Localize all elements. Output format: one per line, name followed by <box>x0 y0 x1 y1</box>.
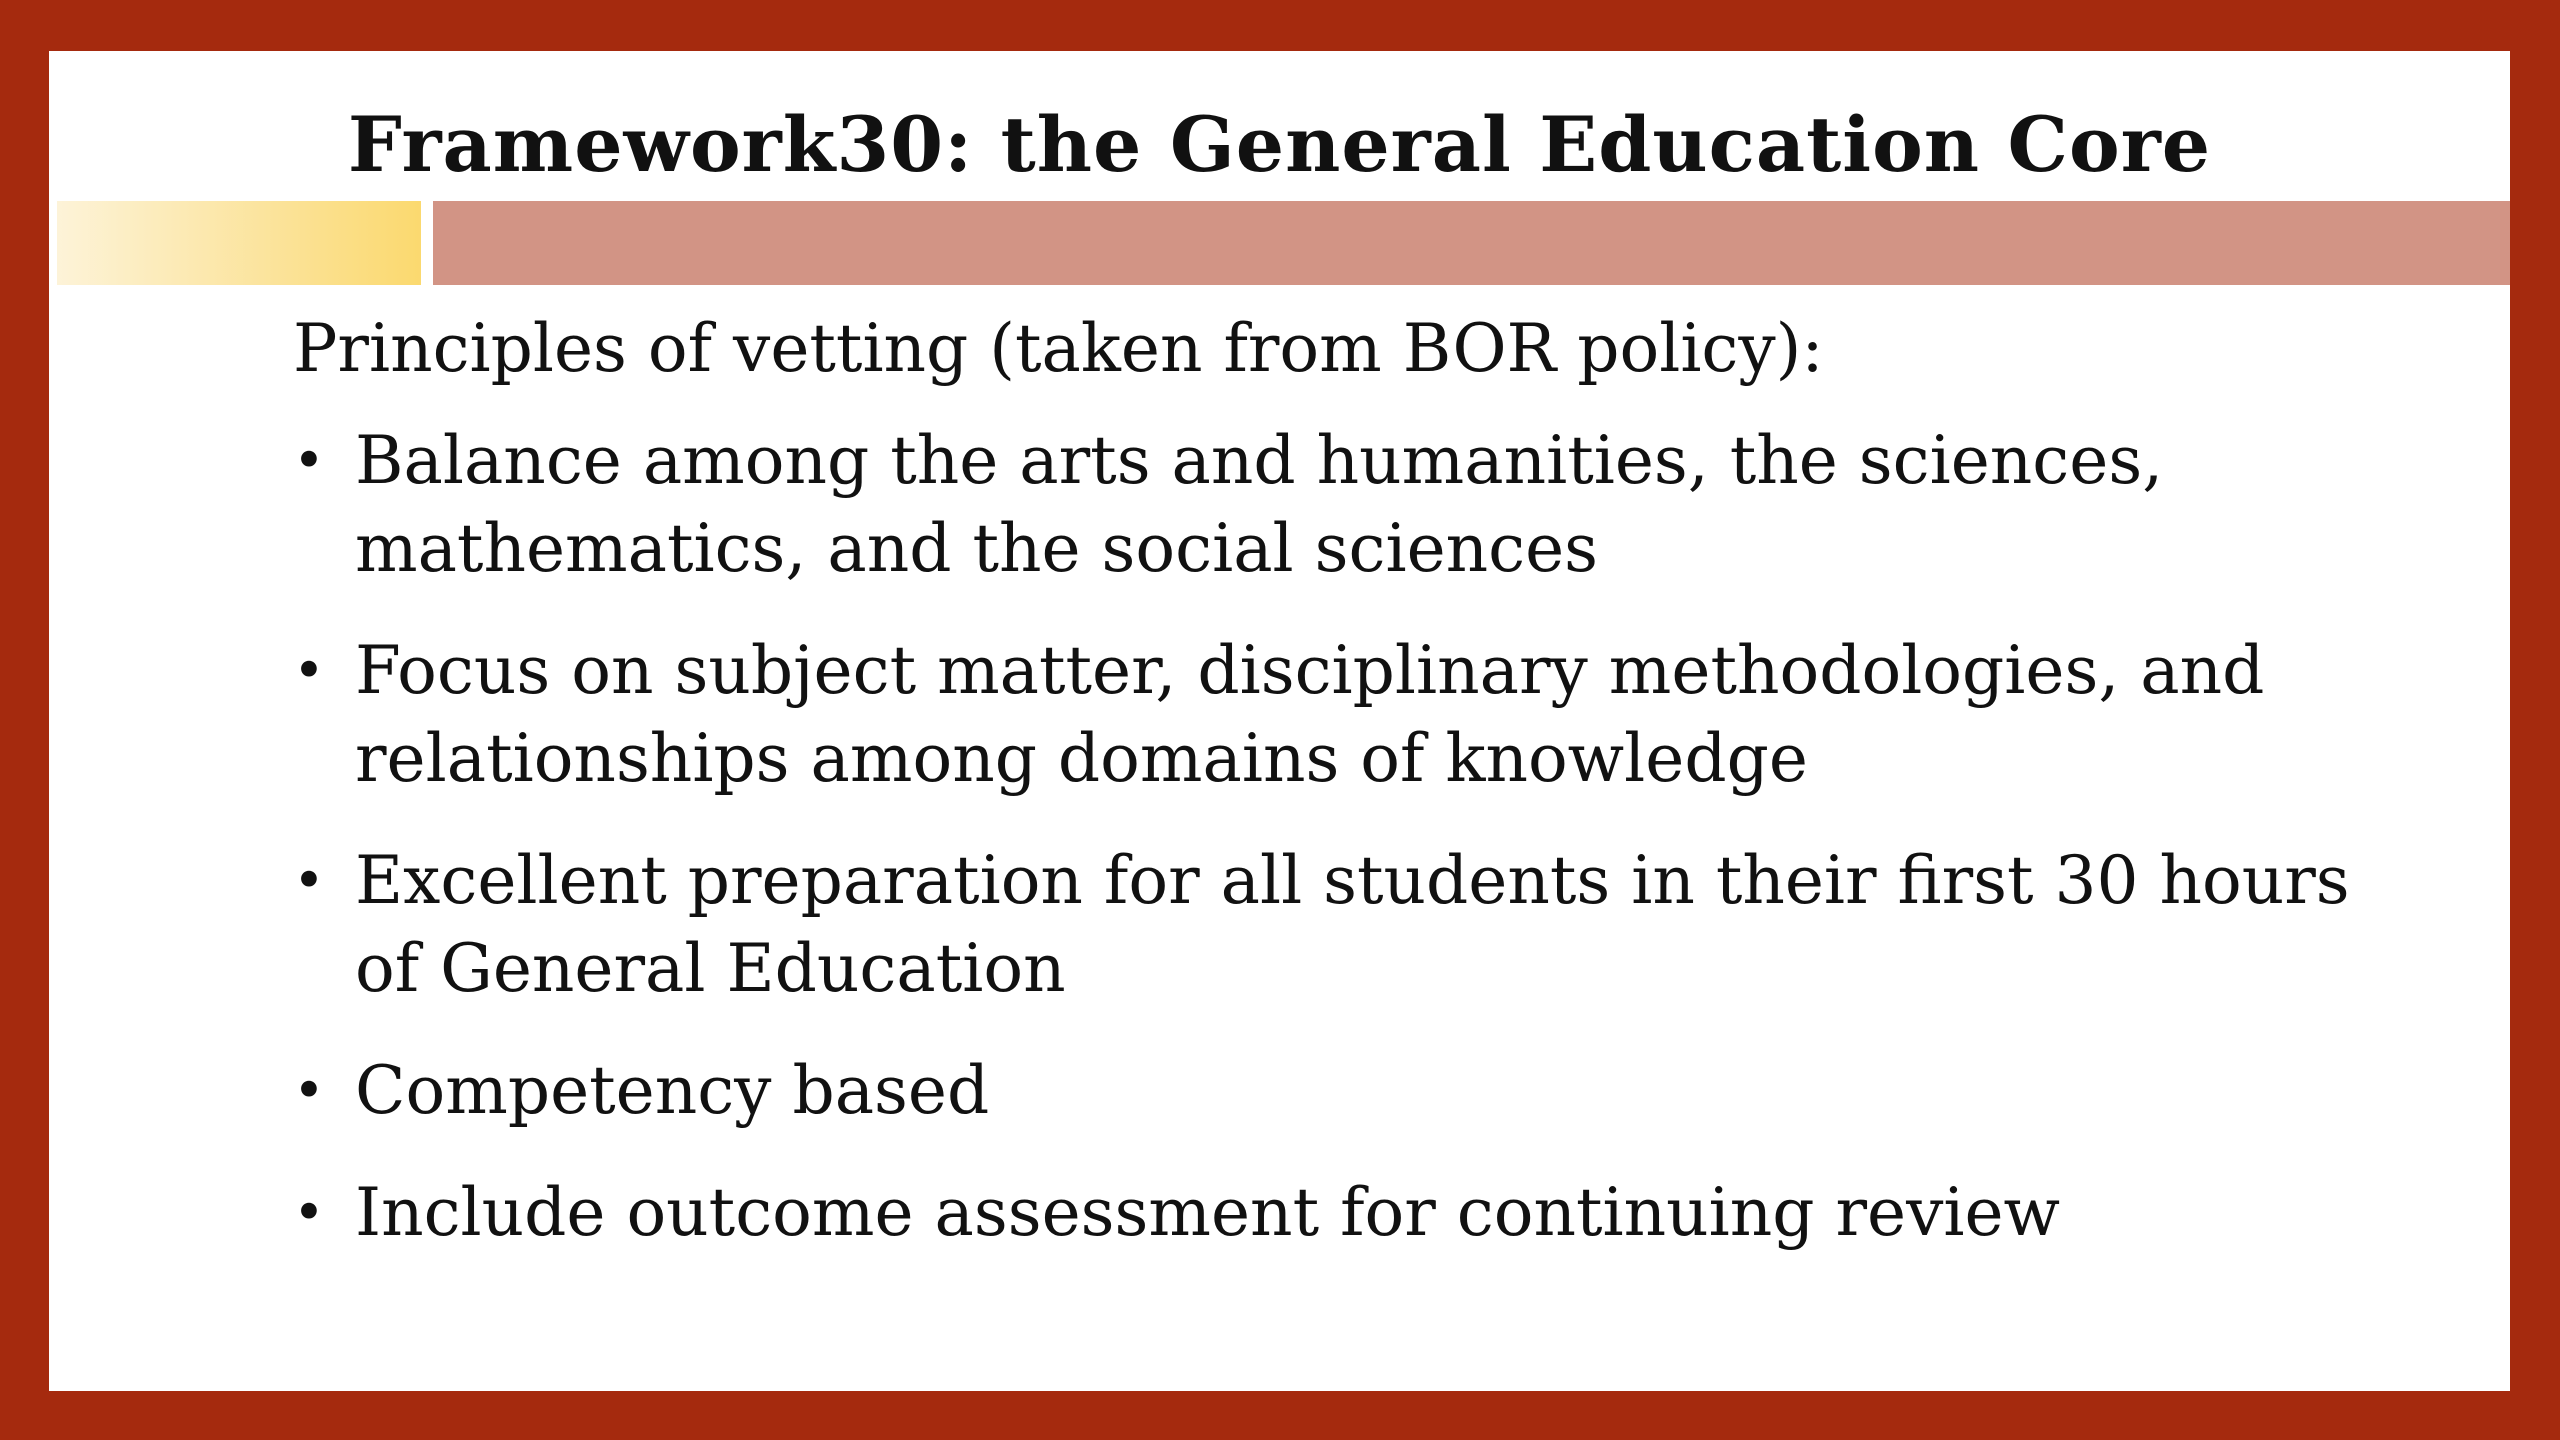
accent-bar-rose <box>433 201 2510 285</box>
bullet-text: Competency based <box>355 1052 990 1129</box>
slide-title: Framework30: the General Education Core <box>347 100 2212 189</box>
bullet-dot-icon: • <box>293 639 325 702</box>
bullet-text: Balance among the arts and humanities, the sciences, mathematics, and the social sciences <box>355 422 2164 587</box>
bullet-list <box>293 417 2413 1257</box>
bullet-item <box>293 1047 2413 1135</box>
slide-body <box>293 305 2413 1291</box>
bullet-dot-icon: • <box>293 1059 325 1122</box>
bullet-dot-icon: • <box>293 849 325 912</box>
bullet-item <box>293 1169 2413 1257</box>
accent-bar-gold <box>57 201 421 285</box>
bullet-item <box>293 837 2413 1013</box>
bullet-dot-icon: • <box>293 1181 325 1244</box>
bullet-text: Focus on subject matter, disciplinary methodologies, and relationships among domains of knowledge <box>355 632 2265 797</box>
intro-text: Principles of vetting (taken from BOR policy): <box>293 310 1824 387</box>
bullet-text: Excellent preparation for all students in their first 30 hours of General Education <box>355 842 2350 1007</box>
bullet-text: Include outcome assessment for continuing review <box>355 1174 2061 1251</box>
slide <box>49 51 2510 1391</box>
bullet-item <box>293 627 2413 803</box>
bullet-item <box>293 417 2413 593</box>
bullet-dot-icon: • <box>293 429 325 492</box>
